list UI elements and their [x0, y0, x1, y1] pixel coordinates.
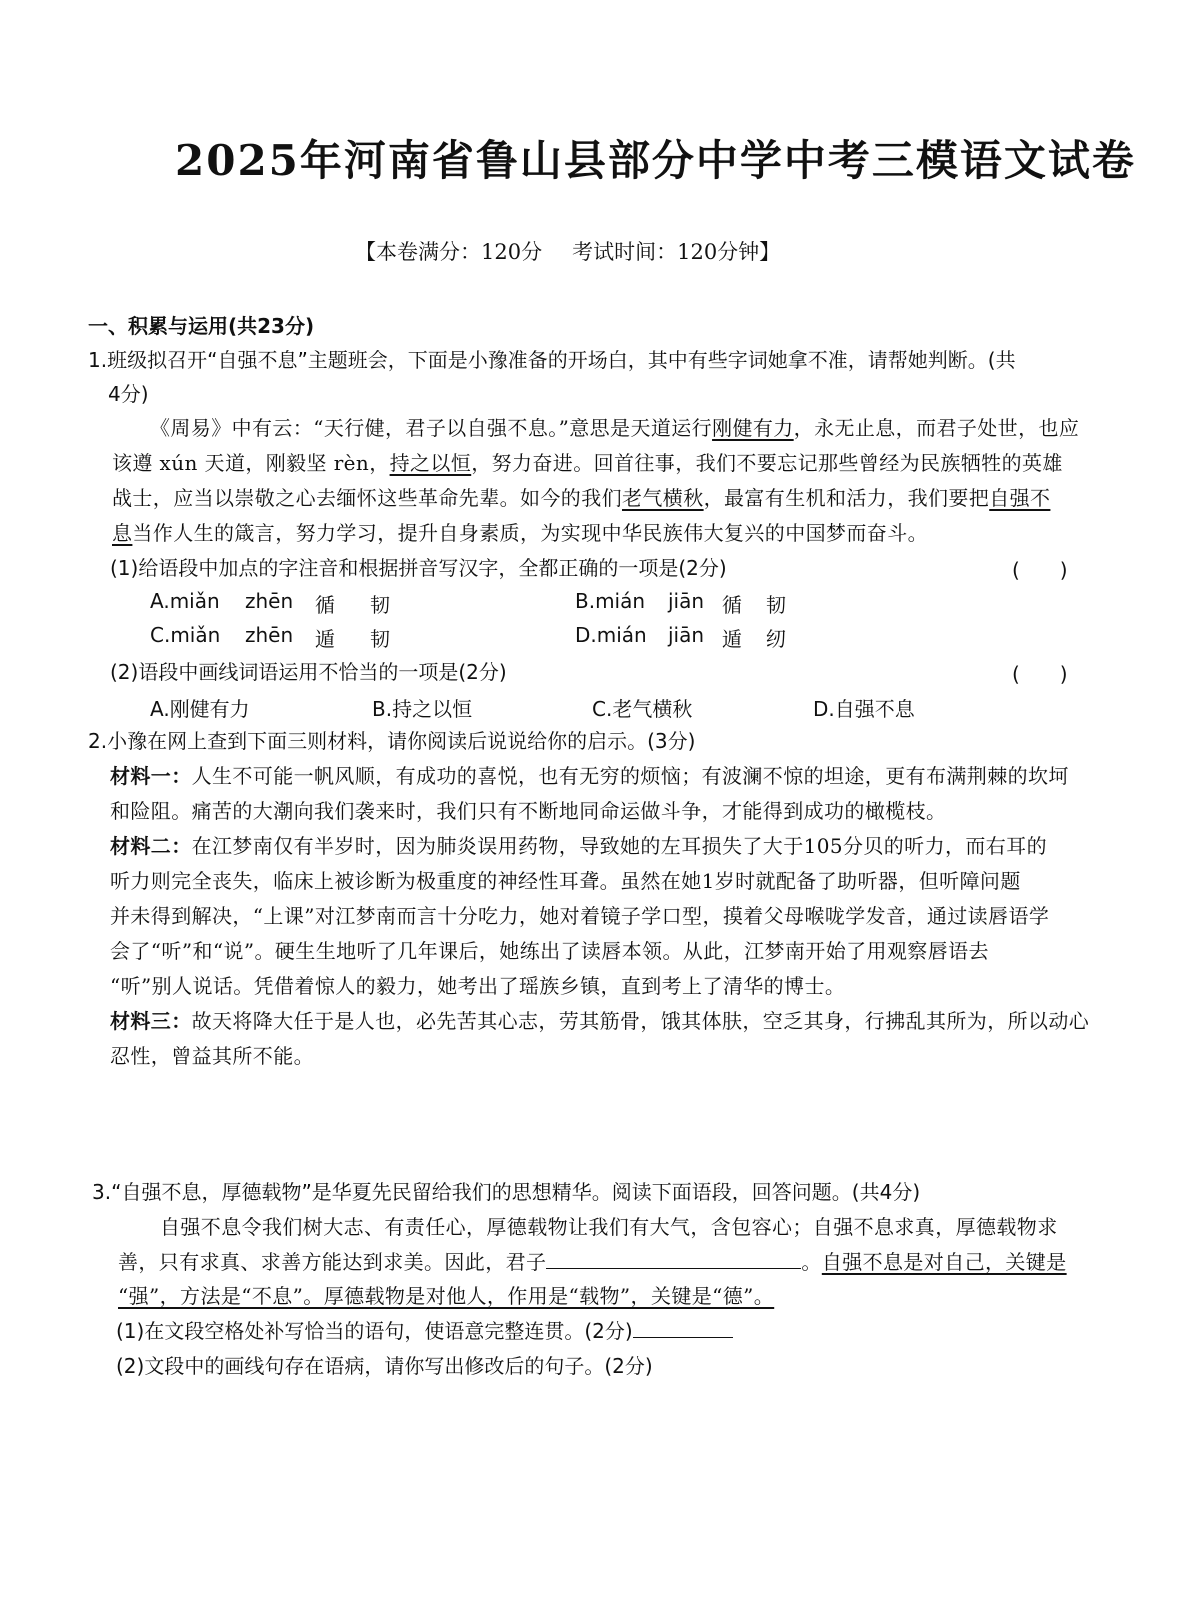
sub2-option-a: A.刚健有力 — [150, 697, 250, 721]
option-c — [150, 623, 220, 647]
material-label: 材料二： — [110, 834, 192, 858]
option-a-pinyin: zhēn — [245, 589, 294, 613]
text-span: ，最富有生机和活力，我们要把 — [703, 486, 990, 510]
q2-material1-line2: 和险阻。痛苦的大潮向我们袭来时，我们只有不断地同命运做斗争，才能得到成功的橄榄枝。 — [110, 799, 947, 823]
q1-passage-line2 — [112, 449, 1063, 477]
q3-sub1 — [116, 1317, 733, 1345]
option-d — [575, 623, 647, 647]
text-span: 故天将降大任于是人也，必先苦其心志，劳其筋骨，饿其体肤，空乏其身，行拂乱其所为，所以动心 — [191, 1009, 1090, 1033]
underlined-word: 老气横秋 — [622, 486, 704, 510]
q2-material2-line4: 会了“听”和“说”。硬生生地听了几年课后，她练出了读唇本领。从此，江梦南开始了用观察唇语去 — [110, 939, 989, 963]
answer-paren: ( ) — [1012, 662, 1068, 686]
text-span: 。 — [801, 1250, 822, 1274]
option-label: B.mián — [575, 589, 646, 613]
answer-paren: ( ) — [1012, 558, 1068, 582]
text-span: (1)在文段空格处补写恰当的语句，使语意完整连贯。(2分) — [116, 1319, 633, 1343]
text-span: 当作人生的箴言，努力学习，提升自身素质，为实现中华民族伟大复兴的中国梦而奋斗。 — [132, 521, 929, 545]
option-b-char1: 循 — [722, 593, 742, 617]
option-label: D.mián — [575, 623, 647, 647]
q2-material3-line2: 忍性，曾益其所不能。 — [110, 1044, 314, 1068]
text-span: 人生不可能一帆风顺，有成功的喜悦，也有无穷的烦恼；有波澜不惊的坦途，更有布满荆棘的坎坷 — [191, 764, 1069, 788]
underlined-word: 自强不 — [989, 486, 1051, 510]
text-span: ，努力奋进。回首往事，我们不要忘记那些曾经为民族牺牲的英雄 — [471, 451, 1063, 475]
q3-passage-line2 — [118, 1248, 1067, 1276]
q1-passage-line1 — [150, 414, 1079, 442]
q2-material2-line2: 听力则完全丧失，临床上被诊断为极重度的神经性耳聋。虽然在她1岁时就配备了助听器，但听障问题 — [110, 869, 1021, 893]
q3-passage-line1: 自强不息令我们树大志、有责任心，厚德载物让我们有大气，含包容心；自强不息求真，厚德载物求 — [160, 1215, 1058, 1239]
q1-sub2: (2)语段中画线词语运用不恰当的一项是(2分) — [110, 660, 507, 684]
material-label: 材料三： — [110, 1009, 192, 1033]
fill-blank[interactable] — [546, 1248, 801, 1269]
q2-material1-line1 — [110, 762, 1069, 790]
sub2-option-b: B.持之以恒 — [372, 697, 473, 721]
q2-material2-line1 — [110, 832, 1047, 860]
option-b-pinyin: jiān — [668, 589, 705, 613]
q1-sub1: (1)给语段中加点的字注音和根据拼音写汉字，全都正确的一项是(2分) — [110, 556, 727, 580]
text-span: ，永无止息，而君子处世，也应 — [793, 416, 1080, 440]
option-b — [575, 589, 645, 613]
option-a — [150, 589, 220, 613]
q1-stem-line1: 1.班级拟召开“自强不息”主题班会，下面是小豫准备的开场白，其中有些字词她拿不准，请帮她判断。(共 — [88, 348, 1016, 372]
text-span: 《周易》中有云：“天行健，君子以自强不息。”意思是天道运行 — [150, 416, 713, 440]
option-c-char2: 韧 — [370, 627, 390, 651]
option-a-char1: 循 — [315, 593, 335, 617]
option-label: C.miǎn — [150, 623, 221, 647]
q2-material3-line1 — [110, 1007, 1089, 1035]
q3-stem: 3.“自强不息，厚德载物”是华夏先民留给我们的思想精华。阅读下面语段，回答问题。(共4分) — [92, 1180, 921, 1204]
sub2-option-d: D.自强不息 — [813, 697, 915, 721]
underlined-word: 刚健有力 — [712, 416, 794, 440]
section-heading: 一、积累与运用(共23分) — [88, 314, 315, 338]
option-d-char2: 纫 — [766, 627, 786, 651]
option-d-char1: 遁 — [722, 627, 742, 651]
option-c-pinyin: zhēn — [245, 623, 294, 647]
underlined-word: 持之以恒 — [389, 451, 472, 475]
q2-material2-line5: “听”别人说话。凭借着惊人的毅力，她考出了瑶族乡镇，直到考上了清华的博士。 — [110, 974, 846, 998]
text-span: 战士，应当以崇敬之心去缅怀这些革命先辈。如今的我们 — [112, 486, 622, 510]
option-a-char2: 韧 — [370, 593, 390, 617]
q3-sub2: (2)文段中的画线句存在语病，请你写出修改后的句子。(2分) — [116, 1354, 653, 1378]
q3-passage-line3 — [118, 1282, 774, 1310]
option-label: A.miǎn — [150, 589, 220, 613]
q2-material2-line3: 并未得到解决，“上课”对江梦南而言十分吃力，她对着镜子学口型，摸着父母喉咙学发音，通过读唇语学 — [110, 904, 1050, 928]
option-d-pinyin: jiān — [668, 623, 705, 647]
q1-passage-line4 — [112, 519, 928, 547]
q2-stem: 2.小豫在网上查到下面三则材料，请你阅读后说说给你的启示。(3分) — [88, 729, 696, 753]
underlined-word: 息 — [112, 521, 133, 545]
text-span: 在江梦南仅有半岁时，因为肺炎误用药物，导致她的左耳损失了大于105分贝的听力，而右耳的 — [191, 834, 1047, 858]
exam-time: 考试时间：120分钟】 — [572, 240, 781, 264]
q1-passage-line3 — [112, 484, 1050, 512]
material-label: 材料一： — [110, 764, 192, 788]
text-span: 该遵 xún 天道，刚毅坚 rèn， — [112, 451, 390, 475]
sub2-option-c: C.老气横秋 — [592, 697, 693, 721]
full-score: 【本卷满分：120分 — [355, 240, 543, 264]
option-c-char1: 遁 — [315, 627, 335, 651]
underlined-sentence: “强”，方法是“不息”。厚德载物是对他人，作用是“载物”，关键是“德”。 — [118, 1284, 775, 1308]
q1-stem-line2: 4分) — [108, 382, 149, 406]
exam-meta — [355, 236, 780, 266]
exam-title: 2025年河南省鲁山县部分中学中考三模语文试卷 — [175, 136, 1136, 185]
text-span: 善，只有求真、求善方能达到求美。因此，君子 — [118, 1250, 547, 1274]
underlined-sentence: 自强不息是对自己，关键是 — [821, 1250, 1067, 1274]
option-b-char2: 韧 — [766, 593, 786, 617]
answer-blank[interactable] — [633, 1317, 733, 1338]
